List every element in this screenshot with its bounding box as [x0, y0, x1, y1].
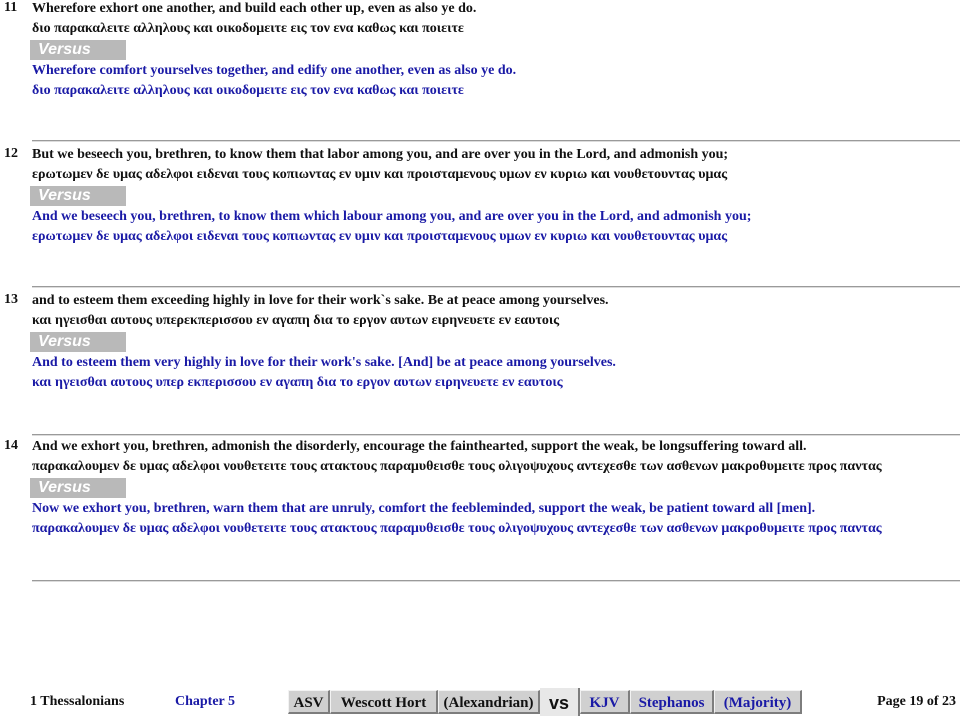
versus-label: Versus [30, 186, 126, 206]
primary-english-text: Wherefore exhort one another, and build each other up, even as also ye do. [32, 1, 477, 16]
majority-button[interactable]: (Majority) [714, 690, 802, 714]
primary-greek-text: παρακαλουμεν δε υμας αδελφοι νουθετειτε τους ατακτους παραμυθεισθε τους ολιγοψυχους αντεχεσθε των ασθενων μακροθυμειτε προς παντας [32, 459, 882, 474]
compare-english-text: Now we exhort you, brethren, warn them that are unruly, comfort the feebleminded, support the weak, be patient toward all [men]. [32, 501, 816, 516]
alexandrian-button[interactable]: (Alexandrian) [438, 690, 540, 714]
verse-number: 14 [4, 438, 18, 453]
wescott-hort-button[interactable]: Wescott Hort [330, 690, 438, 714]
book-title: 1 Thessalonians [30, 694, 125, 709]
versus-label: Versus [30, 332, 126, 352]
chapter-link[interactable]: Chapter 5 [175, 694, 236, 709]
versus-label: Versus [30, 40, 126, 60]
verse-divider [32, 434, 960, 435]
compare-english-text: And we beseech you, brethren, to know them which labour among you, and are over you in the Lord, and admonish you; [32, 209, 752, 224]
compare-english-text: Wherefore comfort yourselves together, and edify one another, even as also ye do. [32, 63, 517, 78]
verse-number: 12 [4, 146, 18, 161]
compare-greek-text: παρακαλουμεν δε υμας αδελφοι νουθετειτε τους ατακτους παραμυθεισθε τους ολιγοψυχους αντεχεσθε των ασθενων μακροθυμειτε προς παντας [32, 521, 882, 536]
versus-label: Versus [30, 478, 126, 498]
versus-toggle[interactable]: vs [540, 688, 580, 716]
page-indicator: Page 19 of 23 [877, 694, 956, 709]
compare-greek-text: και ηγεισθαι αυτους υπερ εκπερισσου εν αγαπη δια το εργον αυτων ειρηνευετε εν εαυτοις [32, 375, 563, 390]
compare-english-text: And to esteem them very highly in love for their work's sake. [And] be at peace among yourselves. [32, 355, 616, 370]
asv-button[interactable]: ASV [288, 690, 330, 714]
primary-english-text: And we exhort you, brethren, admonish the disorderly, encourage the fainthearted, support the weak, be longsuffering toward all. [32, 439, 807, 454]
primary-greek-text: και ηγεισθαι αυτους υπερεκπερισσου εν αγαπη δια το εργον αυτων ειρηνευετε εν εαυτοις [32, 313, 560, 328]
verse-number: 13 [4, 292, 18, 307]
primary-greek-text: διο παρακαλειτε αλληλους και οικοδομειτε εις τον ενα καθως και ποιειτε [32, 21, 464, 36]
kjv-button[interactable]: KJV [580, 690, 630, 714]
verse-number: 11 [4, 0, 18, 15]
primary-greek-text: ερωτωμεν δε υμας αδελφοι ειδεναι τους κοπιωντας εν υμιν και προισταμενους υμων εν κυριω και νουθετουντας υμας [32, 167, 728, 182]
compare-greek-text: διο παρακαλειτε αλληλους και οικοδομειτε εις τον ενα καθως και ποιειτε [32, 83, 464, 98]
verse-divider [32, 580, 960, 581]
verse-divider [32, 286, 960, 287]
compare-greek-text: ερωτωμεν δε υμας αδελφοι ειδεναι τους κοπιωντας εν υμιν και προισταμενους υμων εν κυριω και νουθετουντας υμας [32, 229, 728, 244]
primary-english-text: and to esteem them exceeding highly in love for their work`s sake. Be at peace among yourselves. [32, 293, 609, 308]
page-footer [0, 688, 960, 716]
primary-english-text: But we beseech you, brethren, to know them that labor among you, and are over you in the Lord, and admonish you; [32, 147, 729, 162]
verse-divider [32, 140, 960, 141]
stephanos-button[interactable]: Stephanos [630, 690, 714, 714]
